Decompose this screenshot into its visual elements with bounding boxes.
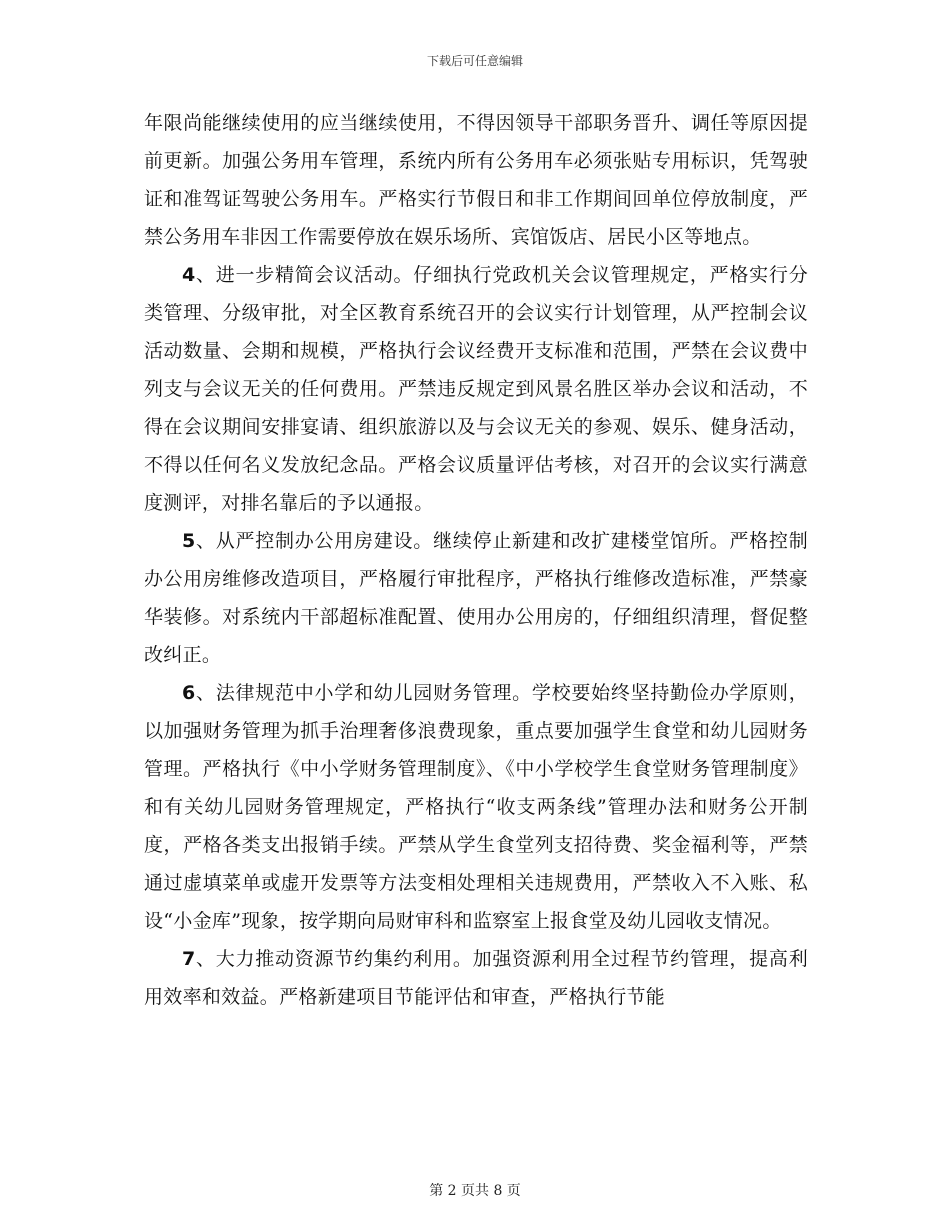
- paragraph-text: 、从严控制办公用房建设。继续停止新建和改扩建楼堂馆所。严格控制办公用房维修改造项目，严格履行审批程序，严格执行维修改造标准，严禁豪华装修。对系统内干部超标准配置、使用办公用房的，仔细组织清理，督促整改纠正。: [144, 530, 808, 666]
- item-number: 6: [182, 682, 196, 704]
- item-number: 4: [182, 264, 196, 286]
- paragraph-item-4: [144, 256, 808, 522]
- item-number: 5: [182, 530, 196, 552]
- paragraph-text: 、大力推动资源节约集约利用。加强资源利用全过程节约管理，提高利用效率和效益。严格新建项目节能评估和审查，严格执行节能: [144, 948, 808, 1008]
- paragraph-text: 、法律规范中小学和幼儿园财务管理。学校要始终坚持勤俭办学原则，以加强财务管理为抓手治理奢侈浪费现象，重点要加强学生食堂和幼儿园财务管理。严格执行《中小学财务管理制度》、《中小学校学生食堂财务管理制度》和有关幼儿园财务管理规定，严格执行“收支两条线”管理办法和财务公开制度，严格各类支出报销手续。严禁从学生食堂列支招待费、奖金福利等，严禁通过虚填菜单或虚开发票等方法变相处理相关违规费用，严禁收入不入账、私设“小金库”现象，按学期向局财审科和监察室上报食堂及幼儿园收支情况。: [144, 682, 808, 932]
- page-header: 下载后可任意编辑: [426, 54, 523, 68]
- paragraph-continuation: [144, 104, 808, 256]
- paragraph-text: 年限尚能继续使用的应当继续使用，不得因领导干部职务晋升、调任等原因提前更新。加强公务用车管理，系统内所有公务用车必须张贴专用标识，凭驾驶证和准驾证驾驶公务用车。严格实行节假日和非工作期间回单位停放制度，严禁公务用车非因工作需要停放在娱乐场所、宾馆饭店、居民小区等地点。: [144, 112, 808, 248]
- paragraph-item-6: [144, 674, 808, 940]
- page-footer: 第 2 页共 8 页: [429, 1183, 521, 1199]
- paragraph-item-5: [144, 522, 808, 674]
- paragraph-item-7: [144, 940, 808, 1016]
- paragraph-text: 、进一步精简会议活动。仔细执行党政机关会议管理规定，严格实行分类管理、分级审批，对全区教育系统召开的会议实行计划管理，从严控制会议活动数量、会期和规模，严格执行会议经费开支标准和范围，严禁在会议费中列支与会议无关的任何费用。严禁违反规定到风景名胜区举办会议和活动，不得在会议期间安排宴请、组织旅游以及与会议无关的参观、娱乐、健身活动，不得以任何名义发放纪念品。严格会议质量评估考核，对召开的会议实行满意度测评，对排名靠后的予以通报。: [144, 264, 808, 514]
- document-body: [144, 104, 808, 1016]
- item-number: 7: [182, 948, 196, 970]
